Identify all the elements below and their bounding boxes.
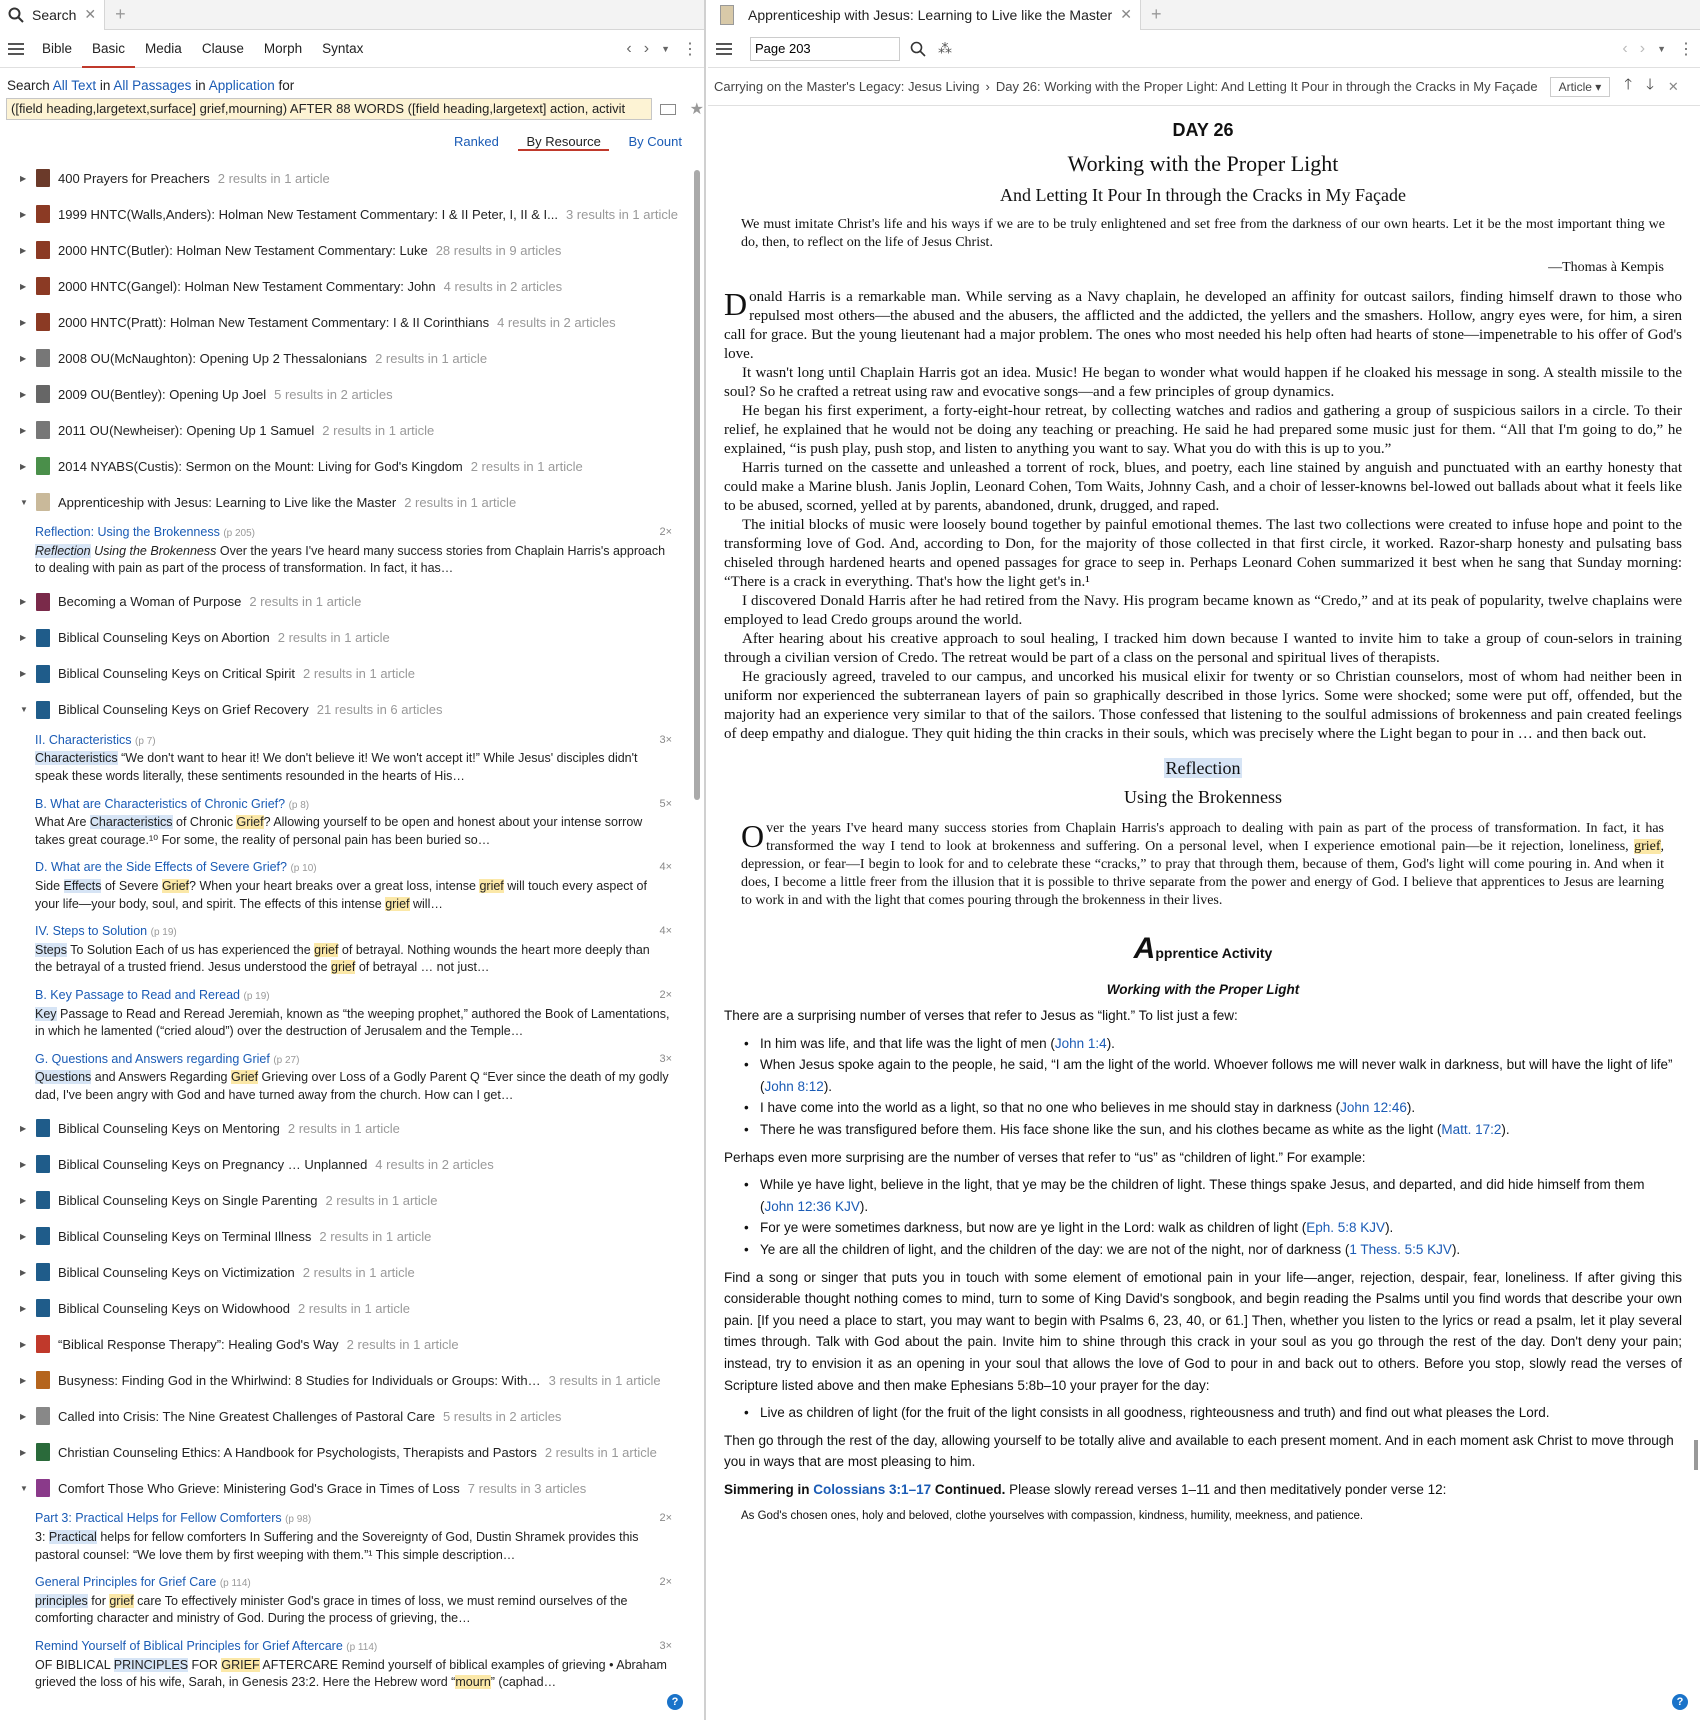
- result-count: 28 results in 9 articles: [435, 242, 562, 258]
- result-count: 2 results in 1 article: [544, 1444, 657, 1460]
- result-resource-row[interactable]: [0, 412, 690, 448]
- scripture-link[interactable]: John 12:36 KJV: [764, 1198, 860, 1214]
- article-heading-link[interactable]: Part 3: Practical Helps for Fellow Comforters: [35, 1511, 282, 1526]
- article-heading-link[interactable]: G. Questions and Answers regarding Grief: [35, 1051, 270, 1066]
- article-paragraph: He began his first experiment, a forty-eight-hour retreat, by collecting watches and radios and gathering a group of suspicious sailors in a circle. To their relief, he explained that he would not be doing any teaching or preaching. He said he had prepared some music just for them. “All that I'm going to do,” he explained, “is push play, push stop, and listen to anything you want to say. What you do with this is up to you.”: [724, 403, 1682, 457]
- resource-title[interactable]: Becoming a Woman of Purpose: [58, 594, 242, 610]
- result-resource-row[interactable]: [0, 1434, 690, 1470]
- tab-media[interactable]: Media: [145, 40, 182, 56]
- resource-title[interactable]: Comfort Those Who Grieve: Ministering God's Grace in Times of Loss: [58, 1480, 460, 1496]
- page-number: (p 10): [290, 863, 317, 875]
- resource-title[interactable]: Christian Counseling Ethics: A Handbook for Psychologists, Therapists and Pastors: [58, 1444, 537, 1460]
- forward-icon[interactable]: ›: [1639, 39, 1646, 57]
- resource-title[interactable]: Biblical Counseling Keys on Single Parenting: [58, 1192, 318, 1208]
- resource-title[interactable]: 1999 HNTC(Walls,Anders): Holman New Testament Commentary: I & II Peter, I, II & I...: [58, 206, 558, 222]
- resource-title[interactable]: 2000 HNTC(Gangel): Holman New Testament Commentary: John: [58, 278, 436, 294]
- article-paragraph: Donald Harris is a remarkable man. While serving as a Navy chaplain, he developed an affinity for outcast sailors, finding himself drawn to those who repulsed most others—the abused and the abusers, the afflicted and the addicted, the yellers and the smashers. Hollow, angry eyes were, for him, a siren call for grace. But the young lieutenant had a major problem. The ones who most needed his help often had hearts of stone—impenetrable to his offer of God's love.: [724, 286, 1682, 362]
- book-icon: [36, 349, 50, 367]
- article-dropdown-label: Article: [1558, 79, 1592, 94]
- result-article[interactable]: [0, 1570, 690, 1634]
- article-heading-link[interactable]: General Principles for Grief Care: [35, 1575, 217, 1590]
- breadcrumb-separator: ›: [985, 79, 990, 94]
- article-body: [708, 120, 1700, 1528]
- result-article[interactable]: [0, 919, 690, 983]
- continued-label: Continued.: [934, 1481, 1006, 1497]
- close-panel-icon[interactable]: ✕: [1667, 78, 1679, 94]
- reader-pane: [708, 0, 1700, 1720]
- result-resource-row[interactable]: [0, 620, 690, 656]
- activity-intro: There are a surprising number of verses that refer to Jesus as “light.” To list just a few:: [724, 1008, 1238, 1023]
- result-article[interactable]: [0, 855, 690, 919]
- resource-title[interactable]: 2000 HNTC(Pratt): Holman New Testament Commentary: I & II Corinthians: [58, 314, 490, 330]
- article-heading-link[interactable]: IV. Steps to Solution: [35, 924, 148, 939]
- expand-icon[interactable]: ▶: [20, 1159, 27, 1169]
- article-paragraph: He graciously agreed, traveled to our campus, and uncorked his musical elixir for twenty or so Christian counselors, most of whom had neither been in uniform nor experienced the subterranean layers of pain so graphically described in those lyrics. Some were shocked; some were put off, offended, but the majority had an experience very similar to that of the sailors. Those confessed that listening to the soulful admissions of brokenness and pain created feelings of deep empathy and dialogue. They quit hiding the thin cracks in their souls, which was precisely where the Light began to pour in … and then back out.: [724, 669, 1682, 742]
- drop-cap-d: D: [724, 286, 748, 322]
- breadcrumb-section[interactable]: Carrying on the Master's Legacy: Jesus Living: [714, 79, 980, 94]
- resource-title[interactable]: Biblical Counseling Keys on Mentoring: [58, 1120, 280, 1136]
- result-article[interactable]: [0, 1047, 690, 1111]
- verse-bullet: • In him was life, and that life was the light of men (John 1:4).: [724, 1033, 1682, 1055]
- results-scrollbar[interactable]: [694, 170, 700, 800]
- history-dropdown-icon[interactable]: ▼: [661, 43, 670, 54]
- day-instructions: Then go through the rest of the day, allowing yourself to be totally alive and available to each present moment. And in each moment ask Christ to move through you in ways that are most pleasing to him.: [724, 1432, 1674, 1470]
- activity-heading-text: pprentice Activity: [1155, 945, 1273, 961]
- result-count: 7 results in 3 articles: [467, 1480, 587, 1496]
- article-heading-link[interactable]: Remind Yourself of Biblical Principles for Grief Aftercare: [35, 1639, 343, 1654]
- star-icon[interactable]: ★: [689, 101, 704, 118]
- tab-bible[interactable]: Bible: [42, 40, 73, 56]
- reflection-subheading: Using the Brokenness: [1124, 787, 1282, 807]
- search-icon[interactable]: [910, 41, 926, 57]
- result-resource-row[interactable]: [0, 1254, 690, 1290]
- article-snippet: Steps To Solution Each of us has experienced the grief of betrayal. Nothing wounds the heart more deeply than the betrayal of a trusted friend. Jesus understood the grief of betrayal … not just…: [35, 942, 650, 975]
- scripture-link[interactable]: John 1:4: [1054, 1035, 1107, 1051]
- page-number: (p 98): [285, 1514, 312, 1526]
- hit-count: 2×: [659, 1512, 672, 1525]
- back-icon[interactable]: ‹: [1622, 39, 1628, 57]
- article-snippet: Side Effects of Severe Grief? When your heart breaks over a great loss, intense grief will touch every aspect of your life—your body, soul, and spirit. The effects of this intense grief will…: [35, 878, 647, 911]
- result-article[interactable]: [0, 1506, 690, 1570]
- sort-ranked[interactable]: Ranked: [454, 134, 499, 149]
- search-pane: [0, 0, 706, 1720]
- scripture-link[interactable]: Eph. 5:8 KJV: [1306, 1220, 1386, 1236]
- article-title: Working with the Proper Light: [1067, 151, 1339, 176]
- article-snippet: 3: Practical helps for fellow comforters In Suffering and the Sovereignty of God, Dustin Shramek provides this pastoral counsel: “We love them by first weeping with them.”¹ This simple description…: [35, 1530, 639, 1562]
- sort-options: [0, 120, 704, 160]
- menu-icon[interactable]: [716, 43, 732, 55]
- article-snippet: Reflection Using the Brokenness Over the years I've heard many success stories from Chaplain Harris's approach to dealing with pain as part of the process of transformation. In fact, it has…: [35, 543, 666, 576]
- result-resource-row[interactable]: [0, 1290, 690, 1326]
- hit-count: 3×: [659, 1052, 672, 1065]
- article-paragraph: The initial blocks of music were loosely bound together by painful emotional themes. The last two collections were created to infuse hope and point to the transforming love of God. And, according to Don, for the majority of those collected in that first circle, it worked. Razor-sharp honesty and pulsating bass chiseled through hardened hearts and opened passages for grace to seep in. Perhaps Leonard Cohen summarized it best when he sang that Sunday morning: “There is a crack in everything. That's how the light get's in.¹: [724, 517, 1682, 590]
- history-dropdown-icon[interactable]: ▼: [1657, 43, 1666, 54]
- resource-title[interactable]: Biblical Counseling Keys on Widowhood: [58, 1300, 290, 1316]
- scope-link[interactable]: Application: [208, 78, 275, 93]
- book-icon: [36, 277, 50, 295]
- sort-by-count[interactable]: By Count: [628, 134, 682, 149]
- search-scope-line: [0, 68, 704, 98]
- result-resource-row[interactable]: [0, 656, 690, 692]
- resource-title[interactable]: Biblical Counseling Keys on Critical Spirit: [58, 666, 295, 682]
- result-count: 4 results in 2 articles: [375, 1156, 494, 1172]
- expand-icon[interactable]: ▶: [20, 1303, 27, 1313]
- query-input[interactable]: ([field heading,largetext,surface] grief,mourning) AFTER 88 WORDS ([field heading,largetext] action, activit: [6, 98, 652, 120]
- tab-clause[interactable]: Clause: [201, 40, 244, 56]
- search-toolbar: [0, 30, 704, 68]
- result-resource-row[interactable]: [0, 1362, 690, 1398]
- book-icon: [36, 629, 50, 647]
- hit-count: 2×: [659, 1576, 672, 1589]
- reflection-text: Over the years I've heard many success stories from Chaplain Harris's approach to dealing with pain as part of the process of transformation. In fact, it has transformed the way I tend to look at brokenness and suffering. On a personal level, when I experience emotional pain—be it rejection, loneliness, grief, depression, or fear—I begin to look for and to celebrate these “cracks,” to pray that through them, because of them, God's light will come pouring in. And when it does, I become a little freer from the illusion that it is possible to thrive separate from the power and energy of God. I believe that apprentices to Jesus are learning to work in and with the light that comes pouring through the brokenness in their lives.: [741, 818, 1664, 908]
- result-count: 2 results in 1 article: [404, 494, 517, 510]
- result-resource-row[interactable]: [0, 376, 690, 412]
- tab-syntax[interactable]: Syntax: [322, 40, 364, 56]
- reader-scroll-handle[interactable]: [1694, 1440, 1698, 1470]
- colossians-verse-12: As God's chosen ones, holy and beloved, clothe yourselves with compassion, kindness, humility, meekness, and patience.: [741, 1510, 1364, 1523]
- epigraph-attribution: —Thomas à Kempis: [1548, 260, 1664, 275]
- book-icon: [36, 1155, 50, 1173]
- book-tab-label: Apprenticeship with Jesus: Learning to Live like the Master: [748, 6, 1113, 23]
- book-icon: [36, 1479, 50, 1497]
- simmering-line: [724, 1479, 1682, 1501]
- left-tabbar: [0, 0, 704, 30]
- expand-icon[interactable]: ▶: [20, 1375, 27, 1385]
- result-resource-row[interactable]: [0, 692, 690, 728]
- book-tab[interactable]: [708, 0, 1141, 30]
- colossians-link[interactable]: Colossians 3:1–17: [813, 1481, 932, 1497]
- in-label: in: [99, 78, 111, 93]
- page-number: (p 19): [243, 990, 270, 1002]
- hit-count: 3×: [659, 733, 672, 746]
- article-subtitle: And Letting It Pour In through the Cracks in My Façade: [1000, 185, 1406, 205]
- article-snippet: Characteristics “We don't want to hear it! We don't believe it! We won't accept it!” While Jesus' disciples didn't speak these words literally, these sentiments resounded in the hearts of His…: [35, 751, 638, 783]
- article-snippet: Questions and Answers Regarding Grief Grieving over Loss of a Godly Parent Q “Ever since the death of my godly dad, I've been angry with God and have turned away from the church. How can I get…: [35, 1070, 669, 1102]
- result-resource-row[interactable]: [0, 1218, 690, 1254]
- result-count: 2 results in 1 article: [302, 1264, 415, 1280]
- resource-title[interactable]: Biblical Counseling Keys on Victimization: [58, 1264, 295, 1280]
- expand-icon[interactable]: ▶: [20, 209, 27, 219]
- expand-icon[interactable]: ▶: [20, 1267, 27, 1277]
- result-article[interactable]: [0, 792, 690, 856]
- verse-bullet: • For ye were sometimes darkness, but now are ye light in the Lord: walk as children of light (Eph. 5:8 KJV).: [724, 1217, 1682, 1239]
- book-icon: [36, 1371, 50, 1389]
- result-resource-row[interactable]: [0, 340, 690, 376]
- keyboard-icon[interactable]: [660, 104, 676, 115]
- search-tab[interactable]: [0, 0, 105, 30]
- expand-icon[interactable]: ▶: [20, 245, 27, 255]
- article-dropdown[interactable]: Article ▾: [1550, 77, 1611, 97]
- article-heading-link[interactable]: B. Key Passage to Read and Reread: [35, 987, 240, 1002]
- breadcrumb: [708, 68, 1700, 106]
- page-number: (p 8): [288, 799, 310, 811]
- page-number: (p 114): [219, 1578, 251, 1590]
- article-heading-link[interactable]: II. Characteristics: [35, 732, 132, 747]
- resource-title[interactable]: Biblical Counseling Keys on Abortion: [58, 630, 270, 646]
- help-icon[interactable]: ?: [667, 1694, 683, 1710]
- book-icon: [36, 1443, 50, 1461]
- expand-icon[interactable]: ▶: [20, 633, 27, 643]
- result-resource-row[interactable]: [0, 1146, 690, 1182]
- result-count: 2 results in 1 article: [322, 422, 435, 438]
- drop-cap-o: O: [741, 818, 765, 854]
- new-tab-icon[interactable]: +: [115, 4, 126, 24]
- jesus-light-verse-list: [724, 1033, 1682, 1141]
- result-article[interactable]: [0, 983, 690, 1047]
- page-number: (p 27): [273, 1054, 300, 1066]
- book-icon: [36, 313, 50, 331]
- expand-icon[interactable]: ▶: [20, 173, 27, 183]
- back-icon[interactable]: ‹: [626, 39, 632, 57]
- close-icon[interactable]: ✕: [1120, 6, 1132, 22]
- expand-icon[interactable]: ▶: [20, 317, 27, 327]
- book-icon: [36, 421, 50, 439]
- resource-title[interactable]: 2014 NYABS(Custis): Sermon on the Mount: Living for God's Kingdom: [58, 458, 463, 474]
- search-tab-label: Search: [32, 6, 77, 23]
- passages-link[interactable]: All Passages: [113, 78, 192, 93]
- result-count: 2 results in 1 article: [325, 1192, 438, 1208]
- verse-bullet: • When Jesus spoke again to the people, he said, “I am the light of the world. Whoever follows me will never walk in darkness, but will have the light of life” (John 8:12).: [724, 1054, 1682, 1097]
- article-paragraphs: [724, 288, 1682, 744]
- result-resource-row[interactable]: [0, 1326, 690, 1362]
- scripture-link[interactable]: Matt. 17:2: [1441, 1121, 1502, 1137]
- expand-icon[interactable]: ▶: [20, 1123, 27, 1133]
- resource-title[interactable]: Apprenticeship with Jesus: Learning to Live like the Master: [58, 494, 397, 510]
- expand-icon[interactable]: ▶: [20, 425, 27, 435]
- scripture-link[interactable]: 1 Thess. 5:5 KJV: [1349, 1241, 1452, 1257]
- result-article[interactable]: [0, 1634, 690, 1698]
- resource-title[interactable]: 2008 OU(McNaughton): Opening Up 2 Thessalonians: [58, 350, 368, 366]
- resource-title[interactable]: Called into Crisis: The Nine Greatest Challenges of Pastoral Care: [58, 1408, 435, 1424]
- menu-icon[interactable]: [8, 43, 24, 55]
- search-type-link[interactable]: All Text: [52, 78, 97, 93]
- help-icon[interactable]: ?: [1672, 1694, 1688, 1710]
- article-snippet: What Are Characteristics of Chronic Grief? Allowing yourself to be open and honest about your intense sorrow takes great courage.¹⁰ For some, the reality of personal pain has been buried so…: [35, 815, 643, 847]
- result-resource-row[interactable]: [0, 1470, 690, 1506]
- page-number: (p 19): [150, 927, 177, 939]
- resource-title[interactable]: Biblical Counseling Keys on Pregnancy … Unplanned: [58, 1156, 368, 1172]
- expand-icon[interactable]: ▶: [20, 1195, 27, 1205]
- page-number: (p 114): [346, 1642, 378, 1654]
- simmering-label: Simmering in: [724, 1481, 810, 1497]
- book-icon: [36, 1407, 50, 1425]
- result-resource-row[interactable]: [0, 232, 690, 268]
- article-snippet: OF BIBLICAL PRINCIPLES FOR GRIEF AFTERCARE Remind yourself of biblical examples of grieving • Abraham grieved the loss of his wife, Sarah, in Genesis 23:2. Here the Hebrew word “mourn” (caphad…: [35, 1657, 667, 1690]
- resource-title[interactable]: “Biblical Response Therapy”: Healing God's Way: [58, 1336, 339, 1352]
- result-resource-row[interactable]: [0, 484, 690, 520]
- expand-icon[interactable]: ▶: [20, 389, 27, 399]
- book-icon: [36, 665, 50, 683]
- expand-icon[interactable]: ▶: [20, 1411, 27, 1421]
- previous-article-icon[interactable]: 🡑: [1624, 76, 1633, 93]
- expand-icon[interactable]: ▶: [20, 1231, 27, 1241]
- for-label: for: [278, 78, 295, 93]
- result-count: 5 results in 2 articles: [274, 386, 393, 402]
- hit-count: 2×: [659, 988, 672, 1001]
- article-paragraph: It wasn't long until Chaplain Harris got an idea. Music! He began to wonder what would happen if he cloaked his message in song. A stealth missile to the soul? So he crafted a retreat using raw and evocative songs—and a few principles of group dynamics.: [724, 365, 1682, 400]
- verse-bullet: • There he was transfigured before them. His face shone like the sun, and his clothes became as white as the light (Matt. 17:2).: [724, 1119, 1682, 1141]
- resource-title[interactable]: 2000 HNTC(Butler): Holman New Testament Commentary: Luke: [58, 242, 428, 258]
- expand-icon[interactable]: ▶: [20, 461, 27, 471]
- article-snippet: principles for grief care To effectively minister God's grace in times of loss, we must remind ourselves of the comforting character and ministry of God. During the process of grieving, the…: [35, 1593, 628, 1626]
- epigraph: We must imitate Christ's life and his ways if we are to be truly enlightened and set free from the darkness of our own hearts. Let it be the most important thing we do, then, to reflect on the life of Jesus Christ.: [741, 217, 1665, 250]
- page-number: (p 7): [135, 735, 156, 747]
- reader-toolbar: [708, 30, 1700, 68]
- right-tabbar: [708, 0, 1700, 30]
- ephesians-verse: • Live as children of light (for the fruit of the light consists in all goodness, righteousness and truth) and find out what pleases the Lord.: [724, 1402, 1682, 1424]
- hit-count: 4×: [659, 861, 672, 874]
- search-icon: [8, 7, 24, 23]
- result-resource-row[interactable]: [0, 1110, 690, 1146]
- children-of-light-intro: Perhaps even more surprising are the number of verses that refer to “us” as “children of light.” For example:: [724, 1149, 1366, 1165]
- scripture-link[interactable]: John 8:12: [764, 1078, 824, 1094]
- result-count: 2 results in 1 article: [277, 630, 390, 646]
- result-resource-row[interactable]: [0, 448, 690, 484]
- visual-filter-icon[interactable]: ⁂: [938, 40, 952, 56]
- expand-icon[interactable]: ▶: [20, 669, 27, 679]
- resource-title[interactable]: Biblical Counseling Keys on Terminal Illness: [58, 1228, 312, 1244]
- in-label-2: in: [195, 78, 206, 93]
- book-icon: [36, 1299, 50, 1317]
- article-heading-link[interactable]: B. What are Characteristics of Chronic Grief?: [35, 796, 286, 811]
- day-heading: DAY 26: [1172, 120, 1234, 140]
- book-icon: [36, 493, 50, 511]
- reflection-heading-text: Reflection: [1165, 758, 1241, 778]
- activity-section: [724, 1005, 1682, 1528]
- book-icon: [36, 457, 50, 475]
- book-icon: [36, 1191, 50, 1209]
- result-resource-row[interactable]: [0, 1182, 690, 1218]
- result-resource-row[interactable]: [0, 1398, 690, 1434]
- result-count: 2 results in 1 article: [470, 458, 583, 474]
- book-icon: [36, 701, 50, 719]
- breadcrumb-article[interactable]: Day 26: Working with the Proper Light: And Letting It Pour in through the Cracks in My Façade: [995, 79, 1538, 94]
- book-icon: [36, 1227, 50, 1245]
- search-label: Search: [7, 78, 50, 93]
- expand-icon[interactable]: ▶: [20, 1447, 27, 1457]
- result-count: 2 results in 1 article: [375, 350, 488, 366]
- book-icon: [36, 1263, 50, 1281]
- result-count: 2 results in 1 article: [249, 594, 362, 610]
- result-resource-row[interactable]: [0, 304, 690, 340]
- book-icon: [36, 593, 50, 611]
- result-resource-row[interactable]: [0, 268, 690, 304]
- result-count: 5 results in 2 articles: [442, 1408, 562, 1424]
- verse-bullet: • While ye have light, believe in the light, that ye may be the children of light. These things spake Jesus, and departed, and did hide himself from them (John 12:36 KJV).: [724, 1174, 1682, 1217]
- book-icon: [36, 1335, 50, 1353]
- result-count: 2 results in 1 article: [346, 1336, 459, 1352]
- result-count: 4 results in 2 articles: [497, 314, 616, 330]
- article-paragraph: I discovered Donald Harris after he had retired from the Navy. His program became known as “Credo,” and at its peak of popularity, twelve chaplains were employed to lead Credo groups around the world.: [724, 593, 1682, 628]
- book-icon: [36, 241, 50, 259]
- result-count: 2 results in 1 article: [287, 1120, 400, 1136]
- hit-count: 2×: [659, 526, 672, 538]
- sort-by-resource[interactable]: By Resource: [518, 134, 608, 151]
- article-heading-link[interactable]: D. What are the Side Effects of Severe Grief?: [35, 860, 287, 875]
- result-count: 2 results in 1 article: [303, 666, 415, 682]
- verse-bullet: • I have come into the world as a light, so that no one who believes in me should stay in darkness (John 12:46).: [724, 1097, 1682, 1119]
- result-resource-row[interactable]: [0, 160, 690, 196]
- close-icon[interactable]: ✕: [84, 6, 97, 22]
- result-resource-row[interactable]: [0, 196, 690, 232]
- page-number: (p 205): [223, 528, 255, 539]
- children-of-light-verse-list: [724, 1174, 1682, 1260]
- activity-drop-cap: A: [1133, 932, 1156, 965]
- resource-title[interactable]: Busyness: Finding God in the Whirlwind: 8 Studies for Individuals or Groups: With…: [58, 1372, 541, 1388]
- result-count: 2 results in 1 article: [297, 1300, 410, 1316]
- results-list: [0, 160, 690, 1698]
- tab-basic[interactable]: Basic: [82, 30, 135, 68]
- simmering-text: Please slowly reread verses 1–11 and then meditatively ponder verse 12:: [1009, 1481, 1447, 1497]
- resource-title[interactable]: Biblical Counseling Keys on Grief Recovery: [58, 702, 309, 718]
- article-paragraph: After hearing about his creative approach to soul healing, I tracked him down because I wanted to invite him to take a group of coun-selors in training through a civilian version of Credo. The retreat would be part of a class on the personal and spiritual lives of therapists.: [724, 631, 1682, 666]
- result-count: 3 results in 1 article: [548, 1372, 661, 1388]
- activity-heading: [724, 932, 1682, 966]
- result-article[interactable]: [0, 520, 690, 584]
- result-count: 2 results in 1 article: [217, 170, 330, 186]
- collapse-icon[interactable]: ▼: [20, 705, 28, 715]
- result-count: 4 results in 2 articles: [443, 278, 563, 294]
- book-icon: [36, 205, 50, 223]
- book-icon: [36, 169, 50, 187]
- forward-icon[interactable]: ›: [643, 39, 650, 57]
- result-count: 21 results in 6 articles: [316, 702, 443, 718]
- hit-count: 5×: [659, 797, 672, 810]
- resource-title[interactable]: 2011 OU(Newheiser): Opening Up 1 Samuel: [58, 422, 315, 438]
- next-article-icon[interactable]: 🡓: [1646, 76, 1654, 93]
- book-icon: [36, 385, 50, 403]
- more-options-icon[interactable]: ⋮: [1678, 40, 1694, 58]
- expand-icon[interactable]: ▶: [20, 281, 27, 291]
- more-options-icon[interactable]: ⋮: [682, 40, 698, 58]
- hit-count: 4×: [659, 925, 672, 938]
- reflection-heading: [724, 758, 1682, 779]
- collapse-icon[interactable]: ▼: [20, 497, 28, 507]
- expand-icon[interactable]: ▶: [20, 1339, 27, 1349]
- hit-count: 3×: [659, 1640, 672, 1653]
- result-count: 3 results in 1 article: [565, 206, 678, 222]
- article-paragraph: Harris turned on the cassette and unleashed a torrent of rock, blues, and poetry, each line stained by anguish and punctuated with an earthy honesty that could make a Marine blush. Janis Joplin, Leonard Cohen, Tom Waits, Johnny Cash, and a choir of lesser-knowns bel-lowed out ballads about what it feels like to be abused, scorned, yelled at by parents, abandoned, drunk, drugged, and raped.: [724, 460, 1682, 514]
- article-heading-link[interactable]: Reflection: Using the Brokenness: [35, 525, 220, 539]
- activity-subheading: Working with the Proper Light: [1106, 982, 1300, 997]
- tab-morph[interactable]: Morph: [263, 40, 303, 56]
- article-snippet: Key Passage to Read and Reread Jeremiah, known as “the weeping prophet,” authored the Book of Lamentations, in which he lamented (“cried aloud”) over the destruction of Jerusalem and the Temple…: [35, 1006, 670, 1039]
- expand-icon[interactable]: ▶: [20, 353, 27, 363]
- page-input[interactable]: [750, 37, 900, 61]
- song-instructions: Find a song or singer that puts you in touch with some element of emotional pain in your life—anger, rejection, despair, fear, loneliness. If after giving this considerable thought nothing comes to mind, turn to some of King David's songbook, and begin reading the Psalms until you find words that describe your own pain. [If you need a place to start, you may want to begin with Psalms 6, 23, 40, or 61.] Then, whether you listen to the lyrics or read a psalm, let it play several times through. Talk with God about the pain. Invite him to shine through this crack in your soul as you go through the rest of the day. Don't deny your pain; instead, try to envision it as an opening in your soul that allows the love of God to pour in and back out to others. Before you stop, slowly read the verses of Scripture listed above and then make Ephesians 5:8b–10 your prayer for the day:: [724, 1269, 1682, 1393]
- result-article[interactable]: [0, 728, 690, 792]
- resource-title[interactable]: 400 Prayers for Preachers: [58, 170, 210, 186]
- result-resource-row[interactable]: [0, 584, 690, 620]
- verse-bullet: • Ye are all the children of light, and the children of the day: we are not of the night, nor of darkness (1 Thess. 5:5 KJV).: [724, 1239, 1682, 1261]
- new-tab-icon[interactable]: +: [1150, 4, 1162, 24]
- result-count: 2 results in 1 article: [319, 1228, 432, 1244]
- collapse-icon[interactable]: ▼: [20, 1483, 28, 1493]
- scripture-link[interactable]: John 12:46: [1340, 1100, 1407, 1116]
- query-row: [0, 98, 704, 120]
- expand-icon[interactable]: ▶: [20, 597, 27, 607]
- book-cover-icon: [720, 5, 734, 25]
- book-icon: [36, 1119, 50, 1137]
- resource-title[interactable]: 2009 OU(Bentley): Opening Up Joel: [58, 386, 267, 402]
